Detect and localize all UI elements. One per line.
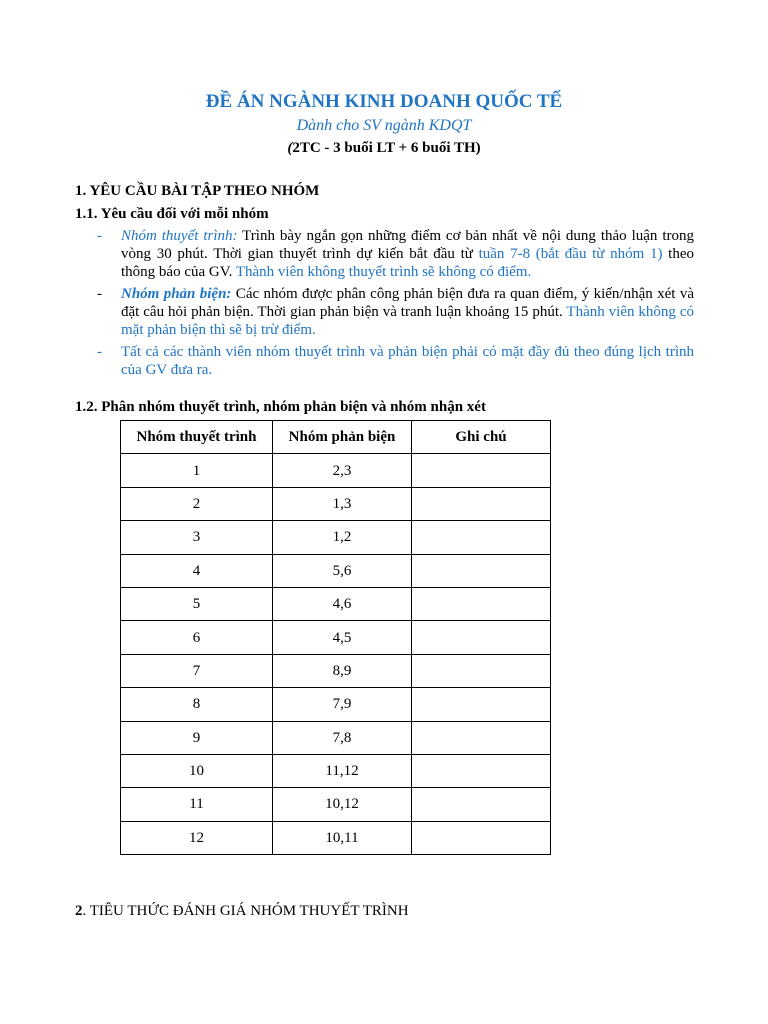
credits-text: 2TC - 3 buổi LT + 6 buổi TH) xyxy=(292,140,481,156)
cell-review-group: 2,3 xyxy=(273,454,412,487)
cell-notes xyxy=(412,521,551,554)
table-row xyxy=(121,554,551,587)
bullet-dash: - xyxy=(97,344,102,360)
cell-review-group: 8,9 xyxy=(273,654,412,687)
table-row xyxy=(121,521,551,554)
credits-line xyxy=(0,139,768,157)
cell-review-group: 4,5 xyxy=(273,621,412,654)
bullet-body: Các nhóm được phân công phản biện đưa ra quan điểm, ý kiến/nhận xét và đặt câu hỏi phản biện. Thời gian phản biện và tranh luận khoảng 15 phút. xyxy=(121,286,694,320)
section-2-number: 2 xyxy=(75,903,83,919)
bullet-body: Trình bày ngắn gọn những điểm cơ bản nhất về nội dung thảo luận trong vòng 30 phút. Thời gian thuyết trình dự kiến bắt đầu từ xyxy=(121,228,694,262)
credits-open-paren: ( xyxy=(287,140,293,156)
table-row xyxy=(121,721,551,754)
table-row xyxy=(121,487,551,520)
cell-presentation-group: 2 xyxy=(121,487,273,520)
bullet-attendance xyxy=(97,343,694,379)
bullet-dash: - xyxy=(97,228,102,244)
header-review-group: Nhóm phản biện xyxy=(273,421,412,454)
bullet-text xyxy=(121,227,694,281)
table-row xyxy=(121,454,551,487)
cell-notes xyxy=(412,754,551,787)
bullet-highlight: Thành viên không có mặt phản biện thì sẽ bị trừ điểm. xyxy=(121,304,694,338)
bullet-label: Nhóm phản biện: xyxy=(121,286,232,302)
section-1-2-heading: 1.2. Phân nhóm thuyết trình, nhóm phản biện và nhóm nhận xét xyxy=(75,399,486,415)
cell-review-group: 5,6 xyxy=(273,554,412,587)
bullet-review-group xyxy=(97,285,694,339)
cell-notes xyxy=(412,587,551,620)
section-1-heading: 1. YÊU CẦU BÀI TẬP THEO NHÓM xyxy=(75,183,320,199)
cell-review-group: 1,2 xyxy=(273,521,412,554)
header-notes: Ghi chú xyxy=(412,421,551,454)
cell-presentation-group: 1 xyxy=(121,454,273,487)
table-row xyxy=(121,788,551,821)
cell-notes xyxy=(412,721,551,754)
cell-presentation-group: 5 xyxy=(121,587,273,620)
group-assignment-table xyxy=(120,420,551,855)
cell-notes xyxy=(412,654,551,687)
bullet-text xyxy=(121,285,694,339)
cell-presentation-group: 9 xyxy=(121,721,273,754)
table-body xyxy=(121,454,551,855)
cell-review-group: 10,11 xyxy=(273,821,412,854)
document-subtitle: Dành cho SV ngành KDQT xyxy=(296,117,472,134)
document-title: ĐỀ ÁN NGÀNH KINH DOANH QUỐC TẾ xyxy=(205,91,563,112)
cell-presentation-group: 10 xyxy=(121,754,273,787)
bullet-dash: - xyxy=(97,286,102,302)
cell-review-group: 7,9 xyxy=(273,688,412,721)
table-header-row xyxy=(121,421,551,454)
cell-notes xyxy=(412,554,551,587)
bullet-body-2: theo thông báo của GV. xyxy=(121,246,694,280)
bullet-presentation-group xyxy=(97,227,694,281)
cell-notes xyxy=(412,454,551,487)
cell-presentation-group: 7 xyxy=(121,654,273,687)
table-row xyxy=(121,587,551,620)
cell-presentation-group: 3 xyxy=(121,521,273,554)
cell-review-group: 10,12 xyxy=(273,788,412,821)
cell-review-group: 11,12 xyxy=(273,754,412,787)
bullet-highlight-2: Thành viên không thuyết trình sẽ không có điểm. xyxy=(235,264,532,280)
cell-presentation-group: 8 xyxy=(121,688,273,721)
cell-review-group: 1,3 xyxy=(273,487,412,520)
table-row xyxy=(121,688,551,721)
bullet-label: Nhóm thuyết trình: xyxy=(121,228,238,244)
table-row xyxy=(121,754,551,787)
table-row xyxy=(121,654,551,687)
cell-presentation-group: 11 xyxy=(121,788,273,821)
bullet-highlight: tuần 7-8 (bắt đầu từ nhóm 1) xyxy=(478,246,663,262)
cell-notes xyxy=(412,688,551,721)
cell-presentation-group: 6 xyxy=(121,621,273,654)
cell-review-group: 7,8 xyxy=(273,721,412,754)
cell-notes xyxy=(412,621,551,654)
section-1-1-heading: 1.1. Yêu cầu đối với mỗi nhóm xyxy=(75,206,269,222)
table-row xyxy=(121,821,551,854)
section-2-title: . TIÊU THỨC ĐÁNH GIÁ NHÓM THUYẾT TRÌNH xyxy=(82,903,409,919)
section-2-heading xyxy=(75,902,409,920)
bullet-text: Tất cả các thành viên nhóm thuyết trình và phản biện phải có mặt đầy đủ theo đúng lịch trình của GV đưa ra. xyxy=(121,344,694,378)
cell-notes xyxy=(412,788,551,821)
cell-presentation-group: 4 xyxy=(121,554,273,587)
cell-notes xyxy=(412,487,551,520)
table-row xyxy=(121,621,551,654)
cell-review-group: 4,6 xyxy=(273,587,412,620)
cell-notes xyxy=(412,821,551,854)
header-presentation-group: Nhóm thuyết trình xyxy=(121,421,273,454)
cell-presentation-group: 12 xyxy=(121,821,273,854)
